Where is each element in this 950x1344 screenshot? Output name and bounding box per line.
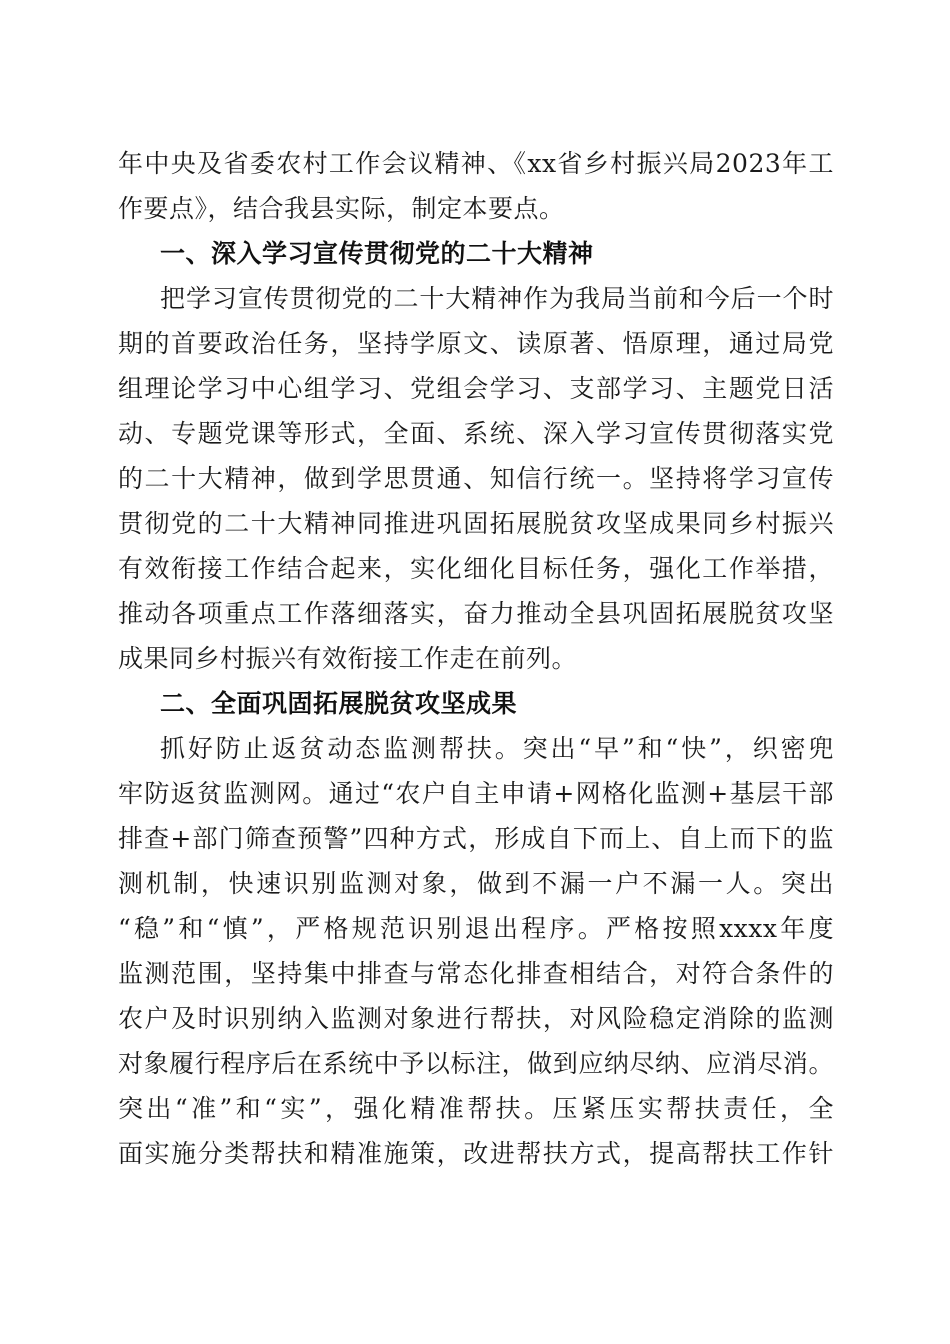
paragraph-line: 抓好防止返贫动态监测帮扶。突出“早”和“快”，织密兜: [160, 734, 834, 763]
paragraph-line: “稳”和“慎”，严格规范识别退出程序。严格按照xxxx年度: [118, 914, 834, 943]
paragraph-line: 组理论学习中心组学习、党组会学习、支部学习、主题党日活: [118, 374, 834, 403]
paragraph-line: 对象履行程序后在系统中予以标注，做到应纳尽纳、应消尽消。: [118, 1049, 834, 1078]
paragraph-line: 监测范围，坚持集中排查与常态化排查相结合，对符合条件的: [118, 959, 834, 988]
section-heading: 一、深入学习宣传贯彻党的二十大精神: [160, 239, 594, 268]
paragraph-line: 农户及时识别纳入监测对象进行帮扶，对风险稳定消除的监测: [118, 1004, 834, 1033]
paragraph-line: 突出“准”和“实”，强化精准帮扶。压紧压实帮扶责任，全: [118, 1094, 834, 1123]
paragraph-line: 推动各项重点工作落细落实，奋力推动全县巩固拓展脱贫攻坚: [118, 599, 834, 628]
paragraph-line: 动、专题党课等形式，全面、系统、深入学习宣传贯彻落实党: [118, 419, 834, 448]
paragraph-line: 把学习宣传贯彻党的二十大精神作为我局当前和今后一个时: [160, 284, 834, 313]
paragraph-line: 成果同乡村振兴有效衔接工作走在前列。: [118, 644, 578, 673]
paragraph-line: 贯彻党的二十大精神同推进巩固拓展脱贫攻坚成果同乡村振兴: [118, 509, 834, 538]
intro-line: 年中央及省委农村工作会议精神、《xx省乡村振兴局2023年工: [118, 149, 834, 178]
paragraph-line: 期的首要政治任务，坚持学原文、读原著、悟原理，通过局党: [118, 329, 834, 358]
paragraph-line: 牢防返贫监测网。通过“农户自主申请+网格化监测+基层干部: [118, 779, 834, 808]
paragraph-line: 测机制，快速识别监测对象，做到不漏一户不漏一人。突出: [118, 869, 834, 898]
paragraph-line: 面实施分类帮扶和精准施策，改进帮扶方式，提高帮扶工作针: [118, 1139, 834, 1168]
intro-line: 作要点》，结合我县实际，制定本要点。: [118, 194, 565, 223]
paragraph-line: 排查+部门筛查预警”四种方式，形成自下而上、自上而下的监: [118, 824, 834, 853]
paragraph-line: 有效衔接工作结合起来，实化细化目标任务，强化工作举措，: [118, 554, 834, 583]
section-heading: 二、全面巩固拓展脱贫攻坚成果: [160, 689, 518, 718]
paragraph-line: 的二十大精神，做到学思贯通、知信行统一。坚持将学习宣传: [118, 464, 834, 493]
